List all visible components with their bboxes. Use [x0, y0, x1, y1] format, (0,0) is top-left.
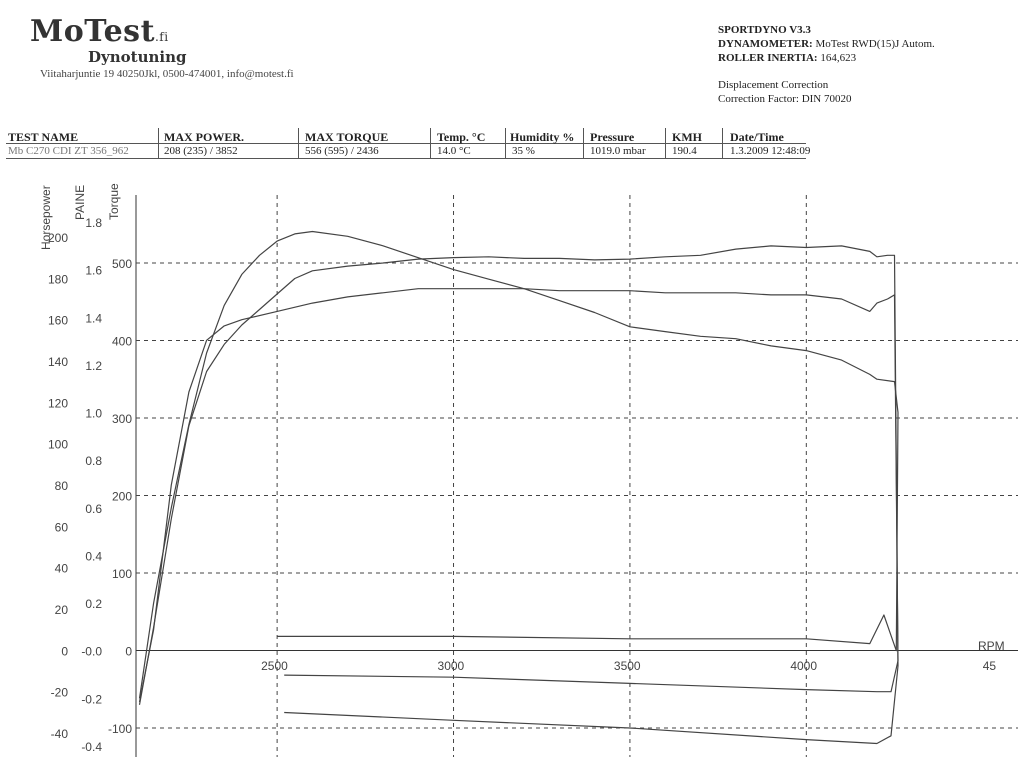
- y-tick-label-horsepower: 200: [47, 231, 68, 245]
- chart-ticks: [39, 183, 1005, 754]
- chart-series: [140, 232, 899, 744]
- value-kmh: 190.4: [672, 145, 697, 157]
- y-tick-label-horsepower: -20: [50, 685, 68, 700]
- y-tick-label-horsepower: 120: [47, 396, 68, 411]
- series-line-torque: [140, 246, 899, 744]
- software-title: SPORTDYNO V3.3: [718, 24, 811, 36]
- y-tick-label-paine: 1.0: [85, 406, 102, 421]
- header-max-torque: MAX TORQUE: [305, 130, 389, 144]
- value-test-name: Mb C270 CDI ZT 356_962: [8, 145, 129, 157]
- y-axis-title-paine: PAINE: [73, 184, 87, 220]
- value-max-torque: 556 (595) / 2436: [305, 145, 379, 157]
- y-tick-label-paine: 0.6: [85, 501, 102, 516]
- y-tick-label-torque: 400: [111, 334, 132, 349]
- y-axis-title-torque: Torque: [107, 183, 121, 220]
- x-tick-label: 45: [982, 659, 997, 673]
- y-tick-label-paine: 1.8: [85, 216, 102, 230]
- x-axis-label: RPM: [978, 639, 1005, 653]
- correction-factor: Correction Factor: DIN 70020: [718, 93, 852, 105]
- logo-subtitle: Dynotuning: [88, 48, 187, 66]
- y-tick-label-paine: -0.4: [81, 740, 102, 754]
- y-tick-label-paine: 0.8: [85, 454, 102, 469]
- y-tick-label-horsepower: 140: [47, 355, 68, 369]
- x-tick-label: 2500: [261, 659, 288, 673]
- series-line-paine: [140, 232, 899, 699]
- dynamometer-line: DYNAMOMETER: MoTest RWD(15)J Autom.: [718, 38, 935, 50]
- roller-inertia-line: ROLLER INERTIA: 164,623: [718, 52, 857, 64]
- y-tick-label-horsepower: 80: [54, 479, 68, 493]
- y-tick-label-horsepower: 100: [47, 437, 68, 452]
- y-tick-label-torque: 200: [111, 489, 132, 504]
- y-tick-label-paine: -0.0: [81, 644, 102, 659]
- y-tick-label-paine: 1.4: [85, 311, 102, 326]
- y-tick-label-horsepower: 40: [54, 561, 68, 576]
- y-tick-label-paine: -0.2: [81, 692, 102, 707]
- header-pressure: Pressure: [590, 130, 635, 144]
- displacement-correction: Displacement Correction: [718, 79, 829, 91]
- y-tick-label-torque: -100: [107, 722, 132, 736]
- header-date-time: Date/Time: [730, 130, 784, 144]
- y-tick-label-horsepower: -40: [50, 727, 68, 741]
- y-tick-label-torque: 0: [125, 644, 132, 659]
- x-tick-label: 3000: [437, 659, 465, 673]
- y-tick-label-horsepower: 180: [47, 272, 68, 287]
- header-kmh: KMH: [672, 130, 702, 144]
- y-tick-label-paine: 1.6: [85, 263, 102, 278]
- y-tick-label-torque: 500: [111, 257, 132, 271]
- header-max-power: MAX POWER.: [164, 130, 244, 144]
- y-tick-label-paine: 0.2: [85, 597, 102, 612]
- y-tick-label-paine: 0.4: [85, 549, 102, 564]
- y-tick-label-horsepower: 0: [61, 644, 68, 659]
- header-test-name: TEST NAME: [8, 130, 79, 144]
- value-humidity: 35 %: [512, 145, 535, 157]
- y-tick-label-horsepower: 160: [47, 313, 68, 328]
- address-line: Viitaharjuntie 19 40250Jkl, 0500-474001, info@motest.fi: [40, 68, 294, 80]
- header-temp: Temp. °C: [437, 130, 486, 144]
- value-max-power: 208 (235) / 3852: [164, 145, 238, 157]
- value-temp: 14.0 °C: [437, 145, 471, 157]
- y-tick-label-torque: 100: [111, 567, 132, 581]
- value-date-time: 1.3.2009 12:48:09: [730, 145, 811, 157]
- y-axis-title-horsepower: Horsepower: [39, 185, 53, 250]
- y-tick-label-torque: 300: [111, 412, 132, 426]
- x-tick-label: 4000: [790, 659, 818, 673]
- y-tick-label-horsepower: 60: [54, 520, 68, 535]
- x-tick-label: 3500: [613, 659, 641, 673]
- header-humidity: Humidity %: [510, 130, 575, 144]
- value-pressure: 1019.0 mbar: [590, 145, 646, 157]
- y-tick-label-horsepower: 20: [54, 603, 68, 617]
- y-tick-label-paine: 1.2: [85, 358, 102, 373]
- motest-logo: MoTest.fi: [30, 14, 169, 49]
